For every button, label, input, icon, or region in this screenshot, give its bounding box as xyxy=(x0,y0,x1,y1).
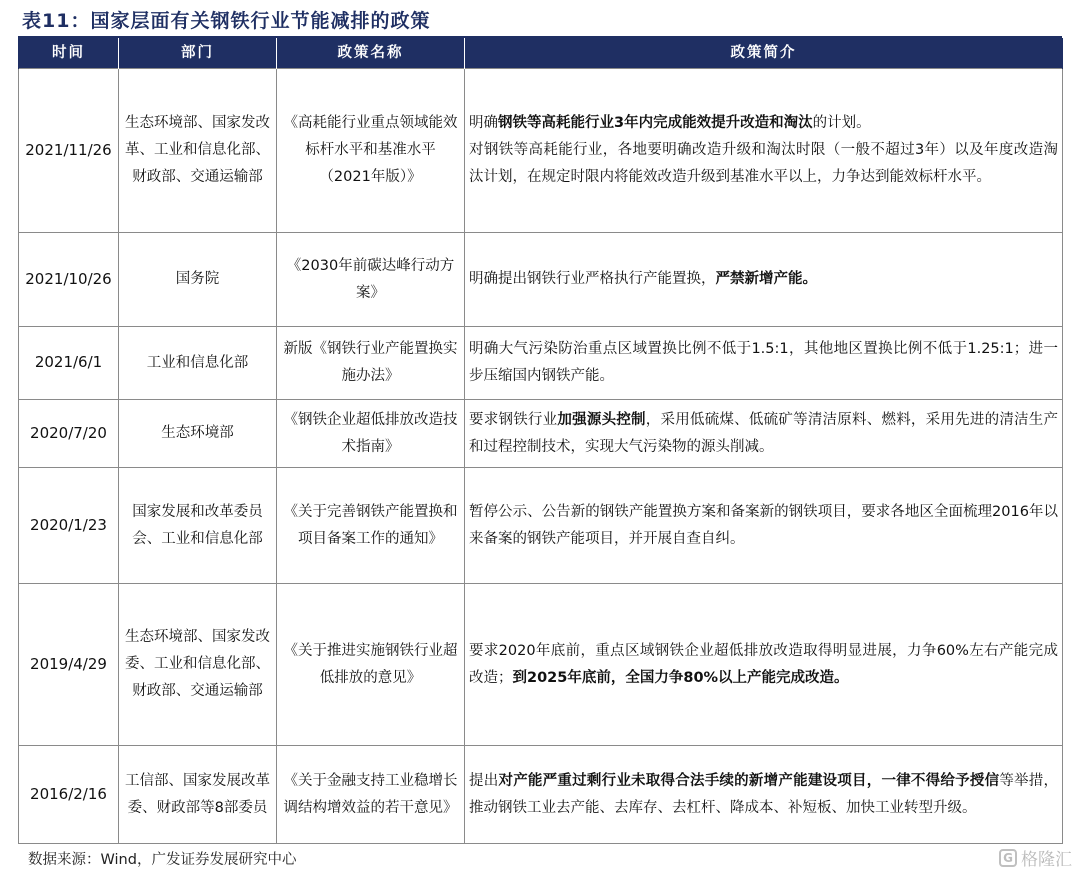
cell-department: 国务院 xyxy=(119,233,277,327)
cell-policy-name: 《2030年前碳达峰行动方案》 xyxy=(277,233,465,327)
cell-date: 2020/1/23 xyxy=(19,468,119,584)
summary-text-bold: 对产能严重过剩行业未取得合法手续的新增产能建设项目，一律不得给予授信 xyxy=(498,772,1000,789)
policy-table xyxy=(18,38,1063,844)
table-row xyxy=(19,584,1063,746)
cell-policy-name: 《高耗能行业重点领域能效标杆水平和基准水平（2021年版）》 xyxy=(277,69,465,233)
cell-department: 工业和信息化部 xyxy=(119,327,277,400)
table-header-row xyxy=(19,38,1063,69)
gelonghui-logo-icon: G xyxy=(999,849,1017,867)
summary-text: 明确大气污染防治重点区域置换比例不低于1.5:1，其他地区置换比例不低于1.25:1；进一步压缩国内钢铁产能。 xyxy=(469,341,1058,384)
policy-summary-paragraph xyxy=(469,110,1058,137)
watermark-text: 格隆汇 xyxy=(1021,850,1072,870)
cell-policy-summary xyxy=(465,468,1063,584)
cell-date: 2021/6/1 xyxy=(19,327,119,400)
table-row xyxy=(19,69,1063,233)
cell-policy-name: 《关于推进实施钢铁行业超低排放的意见》 xyxy=(277,584,465,746)
cell-policy-summary xyxy=(465,400,1063,468)
cell-date: 2021/10/26 xyxy=(19,233,119,327)
cell-policy-summary xyxy=(465,327,1063,400)
table-row xyxy=(19,327,1063,400)
policy-summary-paragraph xyxy=(469,137,1058,191)
summary-text: 提出 xyxy=(469,772,499,789)
cell-department: 生态环境部、国家发改委、工业和信息化部、财政部、交通运输部 xyxy=(119,584,277,746)
policy-summary-paragraph xyxy=(469,266,1058,293)
summary-text: 对钢铁等高耗能行业，各地要明确改造升级和淘汰时限（一般不超过3年）以及年度改造淘汰计划，在规定时限内将能效改造升级到基准水平以上，力争达到能效标杆水平。 xyxy=(469,142,1058,185)
cell-policy-name: 新版《钢铁行业产能置换实施办法》 xyxy=(277,327,465,400)
summary-text-bold: 到2025年底前，全国力争80%以上产能完成改造。 xyxy=(512,669,849,686)
table-row xyxy=(19,746,1063,844)
policy-summary-paragraph xyxy=(469,638,1058,692)
cell-policy-summary xyxy=(465,584,1063,746)
cell-department: 国家发展和改革委员会、工业和信息化部 xyxy=(119,468,277,584)
summary-text: 明确提出钢铁行业严格执行产能置换， xyxy=(469,271,716,288)
summary-text: 的计划。 xyxy=(812,115,871,132)
header-time: 时间 xyxy=(19,38,119,69)
summary-text: 暂停公示、公告新的钢铁产能置换方案和备案新的钢铁项目，要求各地区全面梳理2016年以来备案的钢铁产能项目，并开展自查自纠。 xyxy=(469,503,1058,547)
table-row xyxy=(19,233,1063,327)
policy-summary-paragraph xyxy=(469,407,1058,461)
cell-date: 2016/2/16 xyxy=(19,746,119,844)
summary-text: ，采用低硫煤、低硫矿等清洁原料、燃料，采用先进的清洁生产和过程控制技术，实现大气污染物的源头削减。 xyxy=(469,411,1059,455)
cell-policy-summary xyxy=(465,746,1063,844)
table-row xyxy=(19,468,1063,584)
policy-summary-paragraph xyxy=(469,768,1058,822)
summary-text-bold: 严禁新增产能。 xyxy=(715,271,817,288)
cell-department: 工信部、国家发展改革委、财政部等8部委员 xyxy=(119,746,277,844)
cell-department: 生态环境部、国家发改革、工业和信息化部、财政部、交通运输部 xyxy=(119,69,277,233)
cell-date: 2021/11/26 xyxy=(19,69,119,233)
policy-summary-paragraph xyxy=(469,336,1058,390)
cell-date: 2019/4/29 xyxy=(19,584,119,746)
summary-text: 要求钢铁行业 xyxy=(469,411,558,428)
summary-text-bold: 钢铁等高耗能行业3年内完成能效提升改造和淘汰 xyxy=(498,115,813,132)
header-policy-summary: 政策简介 xyxy=(465,38,1063,69)
cell-policy-summary xyxy=(465,233,1063,327)
policy-summary-paragraph xyxy=(469,499,1058,553)
summary-text: 要求2020年底前，重点区域钢铁企业超低排放改造取得明显进展，力争60%左右产能完成改造； xyxy=(469,642,1058,686)
cell-policy-name: 《关于完善钢铁产能置换和项目备案工作的通知》 xyxy=(277,468,465,584)
watermark xyxy=(999,845,1072,870)
summary-text: 等举措，推动钢铁工业去产能、去库存、去杠杆、降成本、补短板、加快工业转型升级。 xyxy=(469,772,1059,816)
data-source-note: 数据来源：Wind，广发证券发展研究中心 xyxy=(28,852,297,868)
table-title: 表11：国家层面有关钢铁行业节能减排的政策 xyxy=(22,10,431,32)
cell-policy-summary xyxy=(465,69,1063,233)
table-row xyxy=(19,400,1063,468)
header-department: 部门 xyxy=(119,38,277,69)
header-policy-name: 政策名称 xyxy=(277,38,465,69)
cell-policy-name: 《钢铁企业超低排放改造技术指南》 xyxy=(277,400,465,468)
cell-date: 2020/7/20 xyxy=(19,400,119,468)
cell-department: 生态环境部 xyxy=(119,400,277,468)
cell-policy-name: 《关于金融支持工业稳增长调结构增效益的若干意见》 xyxy=(277,746,465,844)
summary-text: 明确 xyxy=(469,115,498,132)
summary-text-bold: 加强源头控制 xyxy=(557,411,646,428)
